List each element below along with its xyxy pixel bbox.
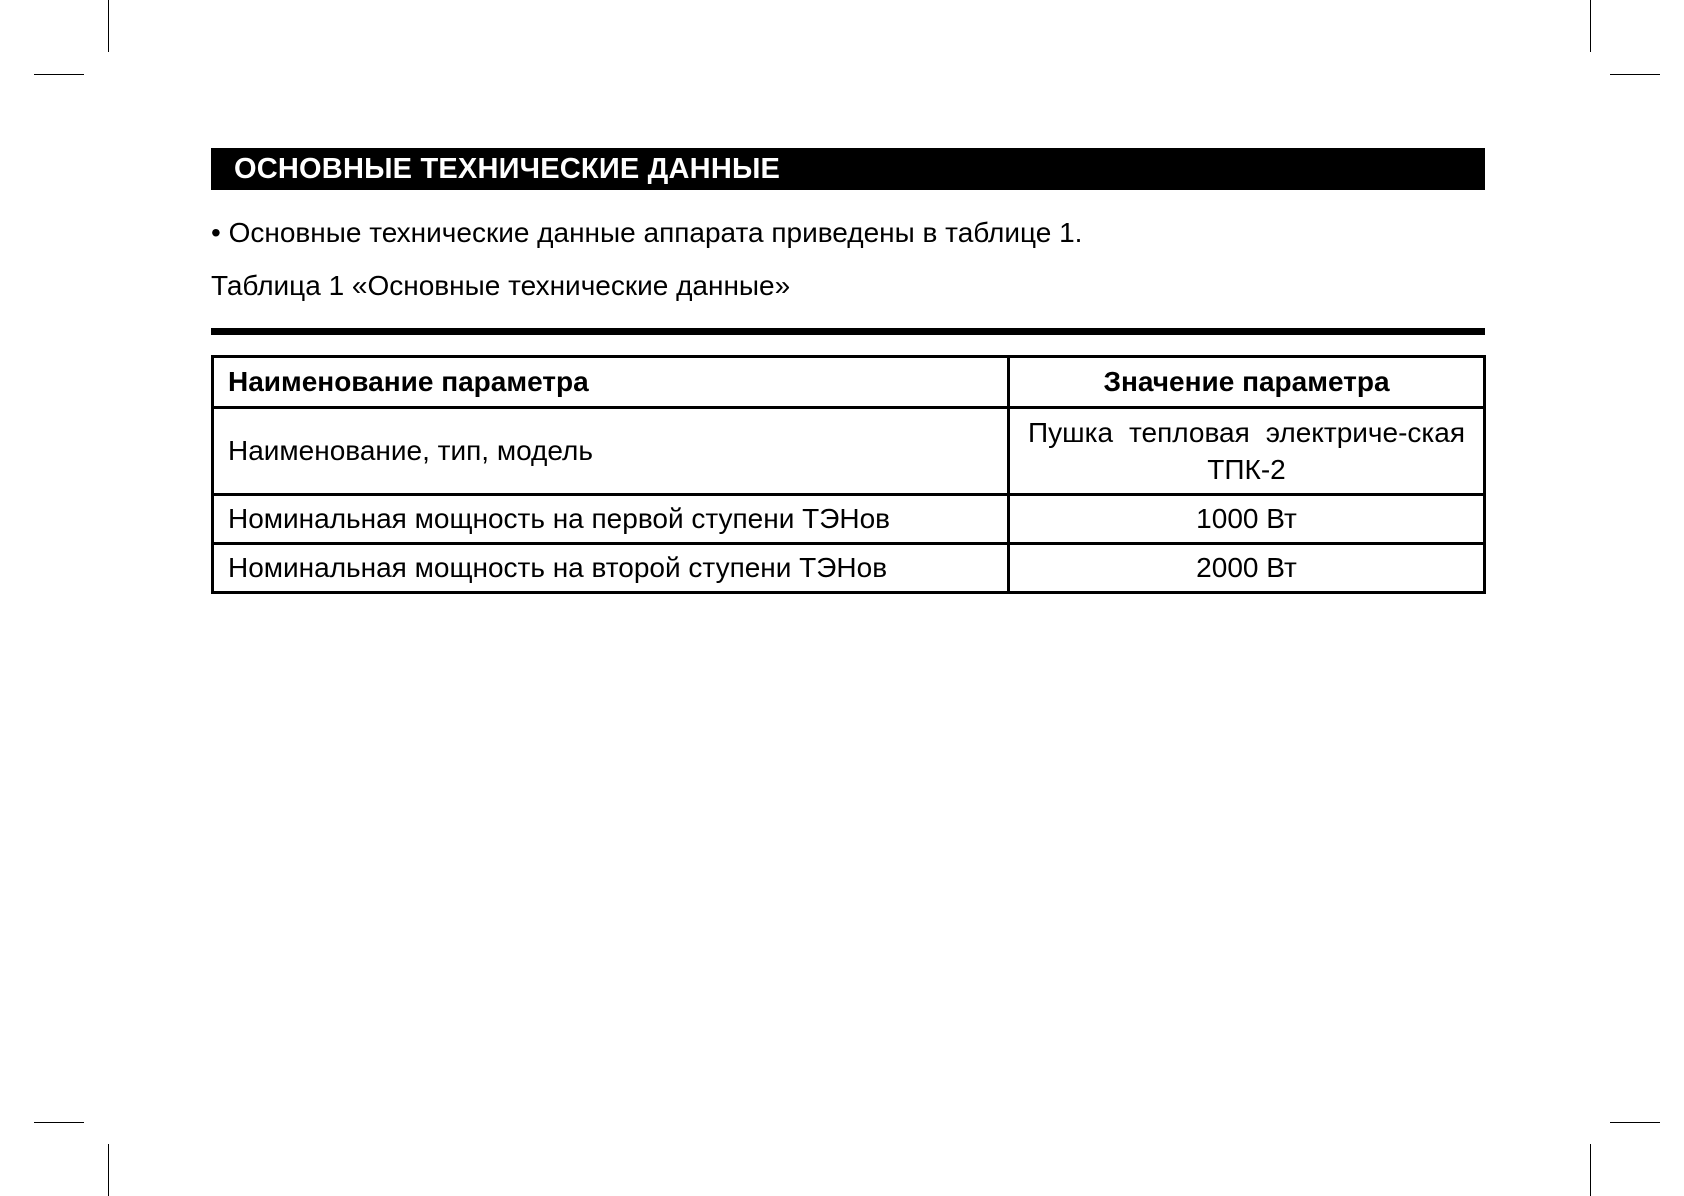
table-row [213, 544, 1485, 593]
section-title: ОСНОВНЫЕ ТЕХНИЧЕСКИЕ ДАННЫЕ [211, 148, 1485, 190]
row-parameter-name: Наименование, тип, модель [213, 408, 1009, 495]
header-parameter-value: Значение параметра [1009, 357, 1485, 408]
crop-mark-bottom-left-h [34, 1122, 84, 1123]
row-parameter-value: 1000 Вт [1009, 495, 1485, 544]
intro-paragraph: • Основные технические данные аппарата приведены в таблице 1. [211, 217, 1083, 248]
table-caption: Таблица 1 «Основные технические данные» [211, 270, 791, 301]
crop-mark-bottom-left-v [108, 1144, 109, 1196]
crop-mark-bottom-right-h [1610, 1122, 1660, 1123]
table-row [213, 495, 1485, 544]
crop-mark-top-left-v [108, 0, 109, 52]
crop-mark-top-right-h [1610, 74, 1660, 75]
crop-mark-top-left-h [34, 74, 84, 75]
row-parameter-value [1009, 408, 1485, 495]
row-parameter-value-text: Пушка тепловая электриче-ская ТПК-2 [1028, 417, 1465, 485]
header-parameter-name: Наименование параметра [213, 357, 1009, 408]
row-parameter-value: 2000 Вт [1009, 544, 1485, 593]
row-parameter-name: Номинальная мощность на первой ступени ТЭНов [213, 495, 1009, 544]
row-parameter-name: Номинальная мощность на второй ступени ТЭНов [213, 544, 1009, 593]
table-top-rule [211, 328, 1485, 335]
crop-mark-top-right-v [1590, 0, 1591, 52]
table-header-row [213, 357, 1485, 408]
spec-table [211, 355, 1486, 594]
crop-mark-bottom-right-v [1590, 1144, 1591, 1196]
table-row [213, 408, 1485, 495]
